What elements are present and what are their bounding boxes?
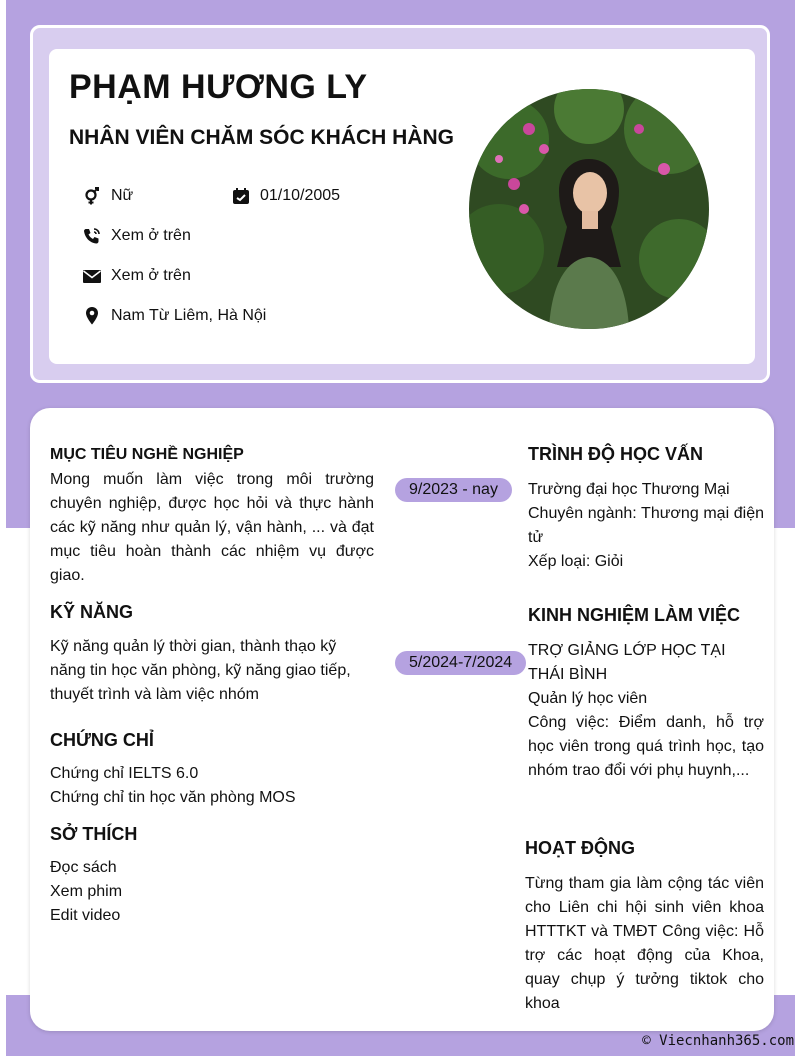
gender-row [82,186,133,206]
certificates-list [50,762,374,810]
phone-row [82,226,191,246]
certificates-title: CHỨNG CHỈ [50,730,154,750]
email-value: Xem ở trên [111,267,191,284]
experience-role: TRỢ GIẢNG LỚP HỌC TẠI THÁI BÌNH [528,642,726,683]
objective-text: Mong muốn làm việc trong môi trường chuyên nghiệp, được học hỏi và thực hành các kỹ năng như quản lý, vận hành, ... và đạt mục tiêu hoàn thành các nhiệm vụ được giao. [50,471,374,584]
hobby-item: Xem phim [50,883,123,900]
candidate-name: PHẠM HƯƠNG LY [69,68,368,106]
email-row [82,266,191,286]
hobbies-list [50,856,374,928]
hobby-item: Đọc sách [50,859,117,876]
email-icon [82,266,102,286]
experience-position: Quản lý học viên [528,690,648,707]
calendar-icon [231,186,251,206]
phone-value: Xem ở trên [111,227,191,244]
education-period-badge: 9/2023 - nay [395,478,512,502]
certificate-item: Chứng chỉ tin học văn phòng MOS [50,789,296,806]
education-title: TRÌNH ĐỘ HỌC VẤN [528,444,703,464]
experience-details [528,639,764,783]
phone-icon [82,226,102,246]
copyright-text: © Viecnhanh365.com [642,1033,794,1049]
address-value: Nam Từ Liêm, Hà Nội [111,307,267,324]
birthdate-row [231,186,340,206]
address-row [82,306,266,326]
experience-description: Công việc: Điểm danh, hỗ trợ học viên trong quá trình học, tạo nhóm trao đổi với phụ huynh,... [528,714,764,779]
job-title: NHÂN VIÊN CHĂM SÓC KHÁCH HÀNG [69,126,455,149]
experience-period-badge: 5/2024-7/2024 [395,651,526,675]
education-details [528,478,764,574]
grade: Xếp loại: Giỏi [528,553,624,570]
skills-title: KỸ NĂNG [50,602,134,622]
major: Chuyên ngành: Thương mại điện tử [528,505,764,546]
hobbies-title: SỞ THÍCH [50,824,138,844]
objective-title: MỤC TIÊU NGHỀ NGHIỆP [50,446,244,463]
activities-text: Từng tham gia làm cộng tác viên cho Liên chi hội sinh viên khoa HTTTKT và TMĐT Công việc: Hỗ trợ các hoạt động của Khoa, quay chụp ý tưởng tiktok cho khoa [525,875,764,1012]
experience-title: KINH NGHIỆM LÀM VIỆC [528,605,741,625]
skills-text: Kỹ năng quản lý thời gian, thành thạo kỹ năng tin học văn phòng, kỹ năng giao tiếp, thuyết trình và làm việc nhóm [50,638,351,703]
birthdate-value: 01/10/2005 [260,187,341,204]
profile-photo [469,89,709,329]
gender-icon [82,186,102,206]
school-name: Trường đại học Thương Mại [528,481,730,498]
certificate-item: Chứng chỉ IELTS 6.0 [50,765,199,782]
location-pin-icon [82,306,102,326]
activities-title: HOẠT ĐỘNG [525,838,635,858]
gender-value: Nữ [111,187,134,204]
hobby-item: Edit video [50,907,121,924]
